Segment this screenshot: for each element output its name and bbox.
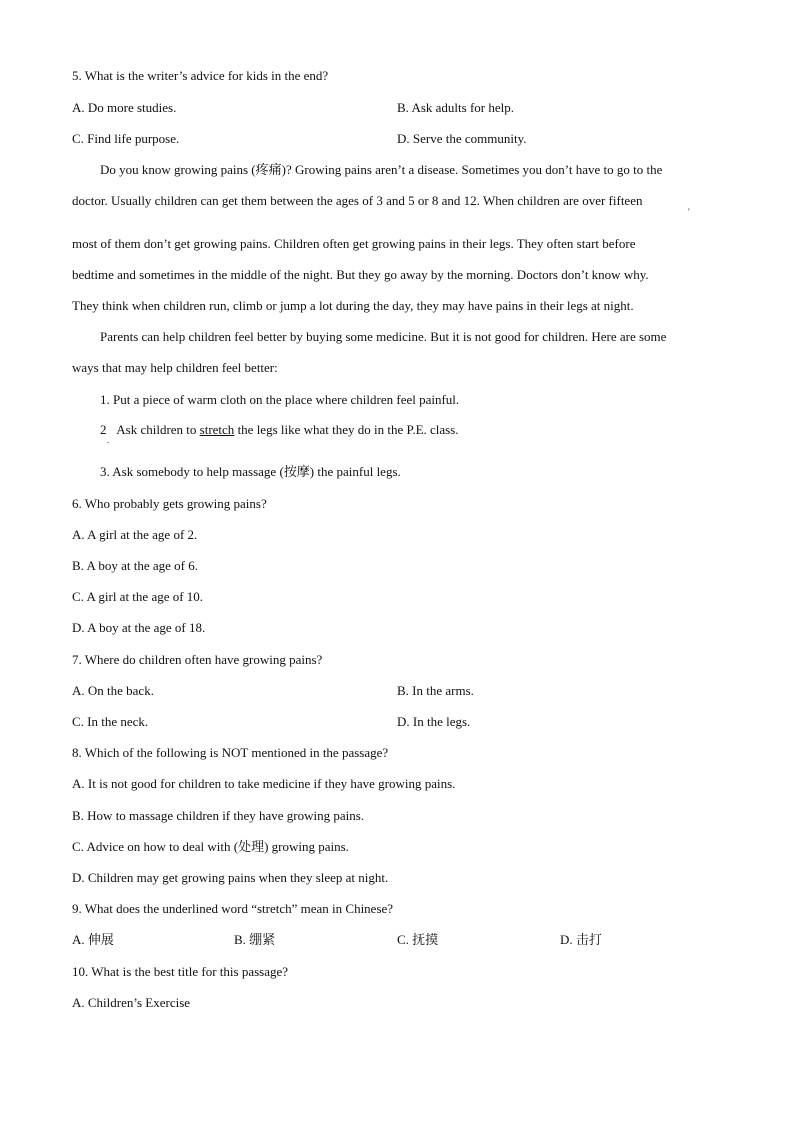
q6-option-c: C. A girl at the age of 10. bbox=[72, 589, 204, 604]
tip-item-3: 3. Ask somebody to help massage (按摩) the painful legs. bbox=[100, 464, 401, 479]
q9-option-a: A. 伸展 bbox=[72, 932, 114, 947]
q7-option-a: A. On the back. bbox=[72, 683, 154, 698]
passage-p2-line1: Parents can help children feel better by buying some medicine. But it is not good for children. Here are some bbox=[100, 329, 667, 344]
q5-option-d: D. Serve the community. bbox=[397, 131, 527, 146]
tip-item-1: 1. Put a piece of warm cloth on the place where children feel painful. bbox=[100, 392, 460, 407]
q9-question: 9. What does the underlined word “stretch” mean in Chinese? bbox=[72, 901, 394, 916]
q9-option-c: C. 抚摸 bbox=[397, 932, 439, 947]
q8-question: 8. Which of the following is NOT mentioned in the passage? bbox=[72, 745, 389, 760]
tip-item-2-number: 2 bbox=[100, 422, 107, 437]
q7-option-d: D. In the legs. bbox=[397, 714, 471, 729]
q8-option-c: C. Advice on how to deal with (处理) growing pains. bbox=[72, 839, 349, 854]
q8-option-b: B. How to massage children if they have growing pains. bbox=[72, 808, 365, 823]
stray-mark: ' bbox=[688, 207, 690, 217]
q5-option-a: A. Do more studies. bbox=[72, 100, 177, 115]
passage-p1-line5: They think when children run, climb or jump a lot during the day, they may have pains in their legs at night. bbox=[72, 298, 634, 313]
q10-option-a: A. Children’s Exercise bbox=[72, 995, 191, 1010]
passage-p1-line3: most of them don’t get growing pains. Children often get growing pains in their legs. They often start before bbox=[72, 236, 636, 251]
passage-p2-line2: ways that may help children feel better: bbox=[72, 360, 278, 375]
q7-option-c: C. In the neck. bbox=[72, 714, 149, 729]
underlined-word-stretch: stretch bbox=[199, 422, 235, 437]
q5-option-c: C. Find life purpose. bbox=[72, 131, 180, 146]
tip-item-2 bbox=[100, 423, 459, 436]
q5-question: 5. What is the writer’s advice for kids in the end? bbox=[72, 68, 329, 83]
q6-option-a: A. A girl at the age of 2. bbox=[72, 527, 198, 542]
passage-p1-line1: Do you know growing pains (疼痛)? Growing pains aren’t a disease. Sometimes you don’t have to go to the bbox=[100, 162, 663, 177]
q7-option-b: B. In the arms. bbox=[397, 683, 474, 698]
tip-item-2-post: the legs like what they do in the P.E. class. bbox=[234, 422, 459, 437]
passage-p1-line2: doctor. Usually children can get them between the ages of 3 and 5 or 8 and 12. When children are over fifteen bbox=[72, 193, 643, 208]
stray-dot: . bbox=[107, 435, 110, 445]
q6-question: 6. Who probably gets growing pains? bbox=[72, 496, 267, 511]
passage-p1-line4: bedtime and sometimes in the middle of the night. But they go away by the morning. Doctors don’t know why. bbox=[72, 267, 649, 282]
q6-option-d: D. A boy at the age of 18. bbox=[72, 620, 206, 635]
q10-question: 10. What is the best title for this passage? bbox=[72, 964, 289, 979]
q6-option-b: B. A boy at the age of 6. bbox=[72, 558, 199, 573]
q9-option-b: B. 绷紧 bbox=[234, 932, 276, 947]
tip-item-2-pre: Ask children to bbox=[116, 422, 200, 437]
q5-option-b: B. Ask adults for help. bbox=[397, 100, 514, 115]
q8-option-a: A. It is not good for children to take medicine if they have growing pains. bbox=[72, 776, 456, 791]
q8-option-d: D. Children may get growing pains when they sleep at night. bbox=[72, 870, 389, 885]
q9-option-d: D. 击打 bbox=[560, 932, 602, 947]
q7-question: 7. Where do children often have growing pains? bbox=[72, 652, 323, 667]
